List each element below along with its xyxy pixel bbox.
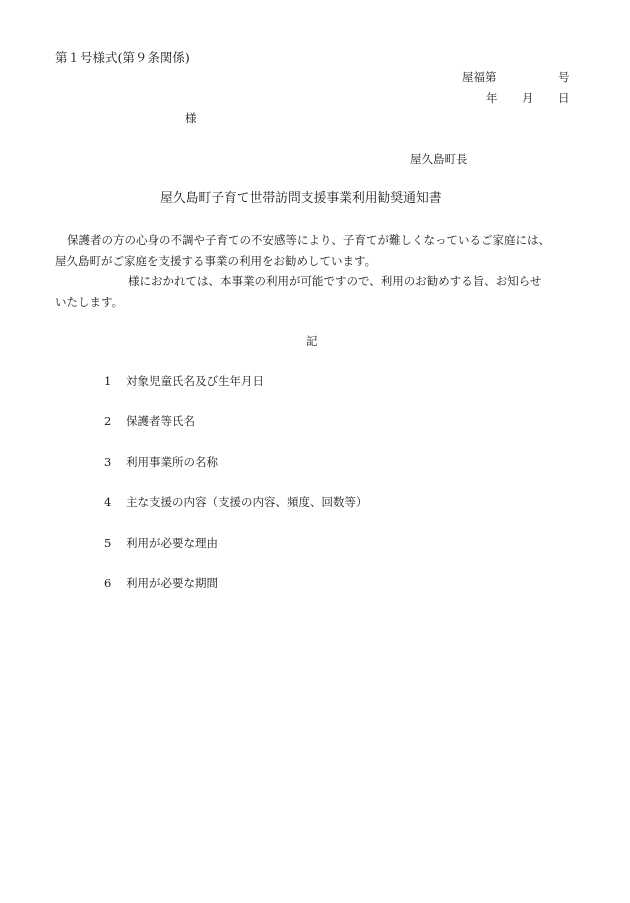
addressee-honorific: 様	[185, 111, 197, 125]
item-label: 利用が必要な期間	[126, 576, 218, 590]
list-item	[104, 497, 368, 509]
list-item	[104, 457, 218, 469]
item-number: 1	[104, 374, 112, 388]
item-number: 4	[104, 495, 112, 509]
item-label: 対象児童氏名及び生年月日	[126, 374, 264, 388]
item-label: 保護者等氏名	[126, 414, 195, 428]
body-line-2: 屋久島町がご家庭を支援する事業の利用をお勧めしています。	[55, 254, 377, 268]
form-label: 第１号様式(第９条関係)	[55, 50, 190, 65]
item-number: 6	[104, 576, 112, 590]
list-item	[104, 538, 218, 550]
document-number-suffix: 号	[558, 70, 570, 84]
list-item	[104, 578, 218, 590]
list-item	[104, 416, 195, 428]
document-number-prefix: 屋福第	[462, 70, 497, 84]
list-item	[104, 376, 264, 388]
body-line-4: いたします。	[55, 295, 124, 309]
item-label: 主な支援の内容（支援の内容、頻度、回数等）	[126, 495, 368, 509]
document-title: 屋久島町子育て世帯訪問支援事業利用勧奨通知書	[160, 191, 442, 206]
sender-name: 屋久島町長	[410, 152, 468, 166]
item-number: 5	[104, 536, 112, 550]
item-label: 利用が必要な理由	[126, 536, 218, 550]
body-line-1: 保護者の方の心身の不調や子育ての不安感等により、子育てが難しくなっているご家庭には、	[67, 233, 550, 247]
date-month: 月	[522, 91, 534, 105]
item-number: 3	[104, 455, 112, 469]
item-label: 利用事業所の名称	[126, 455, 218, 469]
date-year: 年	[486, 91, 498, 105]
item-number: 2	[104, 414, 112, 428]
date-day: 日	[558, 91, 570, 105]
ki-heading: 記	[306, 334, 318, 348]
body-line-3: 様におかれては、本事業の利用が可能ですので、利用のお勧めする旨、お知らせ	[128, 274, 542, 288]
